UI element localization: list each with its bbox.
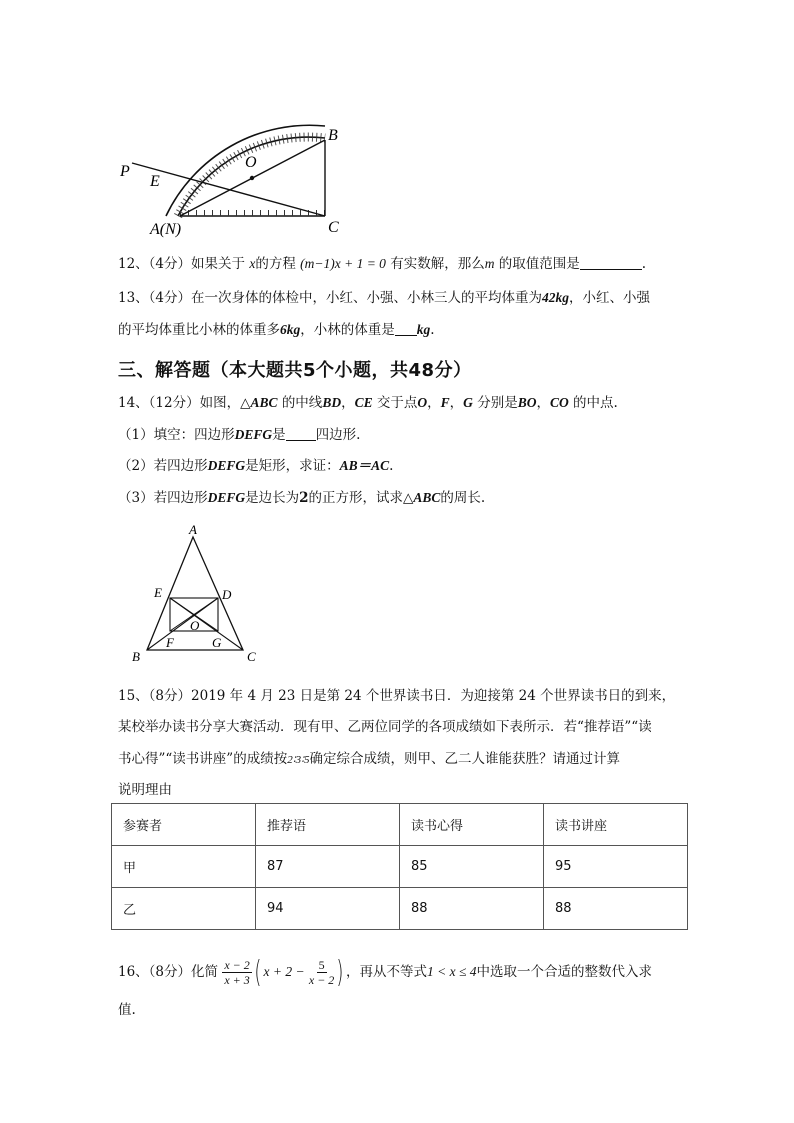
label-c: C <box>247 649 256 664</box>
table-header-row <box>112 804 688 846</box>
equation: (m−1)x + 1 = 0 <box>300 256 386 271</box>
label-b: B <box>132 649 140 664</box>
table-cell: 95 <box>544 846 688 888</box>
table-cell: 85 <box>400 846 544 888</box>
label-e: E <box>154 585 162 600</box>
question-14-part-1: （1）填空：四边形DEFG是 四边形. <box>118 427 361 443</box>
ray-pc <box>132 163 325 216</box>
question-16: 16、（8分）化简 $\frac{x - 2}{x + 3}$ ( x + 2 − $\frac{5}{x - 2}$ ) ，再从不等式1 < x ≤ 4中选取一个合适的整数代入求 <box>118 954 653 990</box>
protractor-figure <box>110 100 370 240</box>
question-15-line4: 说明理由 <box>118 782 172 798</box>
question-13-line2: 的平均体重比小林的体重多6kg，小林的体重是 kg. <box>118 322 435 338</box>
table-row <box>112 846 688 888</box>
label-d: D <box>222 587 232 602</box>
table-header-cell: 参赛者 <box>112 804 256 846</box>
score-table <box>111 803 688 930</box>
label-o: O <box>245 154 257 171</box>
question-15-line2: 某校举办读书分享大赛活动．现有甲、乙两位同学的各项成绩如下表所示．若“推荐语”“读 <box>118 719 652 735</box>
center-point-o <box>250 176 254 180</box>
question-15: 15、（8分）2019 年 4 月 23 日是第 24 个世界读书日．为迎接第 24 个世界读书日的到来， <box>118 688 676 704</box>
label-p: P <box>120 163 130 180</box>
label-e: E <box>150 173 160 190</box>
label-g: G <box>212 635 222 650</box>
label-o: O <box>190 618 200 633</box>
question-14-part-3: （3）若四边形DEFG是边长为2的正方形，试求△ABC的周长. <box>118 490 486 506</box>
answer-blank[interactable] <box>580 255 642 270</box>
table-cell: 94 <box>256 888 400 930</box>
fraction-1: $\frac{x - 2}{x + 3}$ <box>224 958 250 987</box>
table-header-cell: 推荐语 <box>256 804 400 846</box>
question-16-line2: 值. <box>118 1002 136 1018</box>
table-cell: 甲 <box>112 846 256 888</box>
answer-blank[interactable] <box>286 426 316 441</box>
label-a: A(N) <box>150 221 182 238</box>
question-15-line3: 书心得”“读书讲座”的成绩按2∶3∶5确定综合成绩，则甲、乙二人谁能获胜？请通过计算 <box>118 751 620 767</box>
answer-blank[interactable] <box>395 321 417 336</box>
table-cell: 87 <box>256 846 400 888</box>
table-cell: 88 <box>544 888 688 930</box>
table-cell: 乙 <box>112 888 256 930</box>
section-heading: 三、解答题（本大题共5个小题，共48分） <box>118 360 472 381</box>
question-12: 12、（4分）如果关于 x的方程 (m−1)x + 1 = 0 有实数解，那么m 的取值范围是 . <box>118 256 647 272</box>
table-row <box>112 888 688 930</box>
question-14-part-2: （2）若四边形DEFG是矩形，求证：AB＝AC. <box>118 458 394 474</box>
fraction-2: $\frac{5}{x - 2}$ <box>308 958 335 987</box>
question-13: 13、（4分）在一次身体的体检中，小红、小强、小林三人的平均体重为42kg，小红、小强 <box>118 290 651 306</box>
triangle-figure <box>125 522 270 667</box>
label-b: B <box>328 127 338 144</box>
label-c: C <box>328 219 339 236</box>
label-a: A <box>189 522 197 537</box>
inequality: 1 < x ≤ 4 <box>427 964 477 979</box>
label-f: F <box>166 635 174 650</box>
ratio: 2∶3∶5 <box>287 754 310 766</box>
table-header-cell: 读书心得 <box>400 804 544 846</box>
table-cell: 88 <box>400 888 544 930</box>
question-14: 14、（12分）如图，△ABC 的中线BD，CE 交于点O，F，G 分别是BO，CO 的中点. <box>118 395 618 411</box>
table-header-cell: 读书讲座 <box>544 804 688 846</box>
